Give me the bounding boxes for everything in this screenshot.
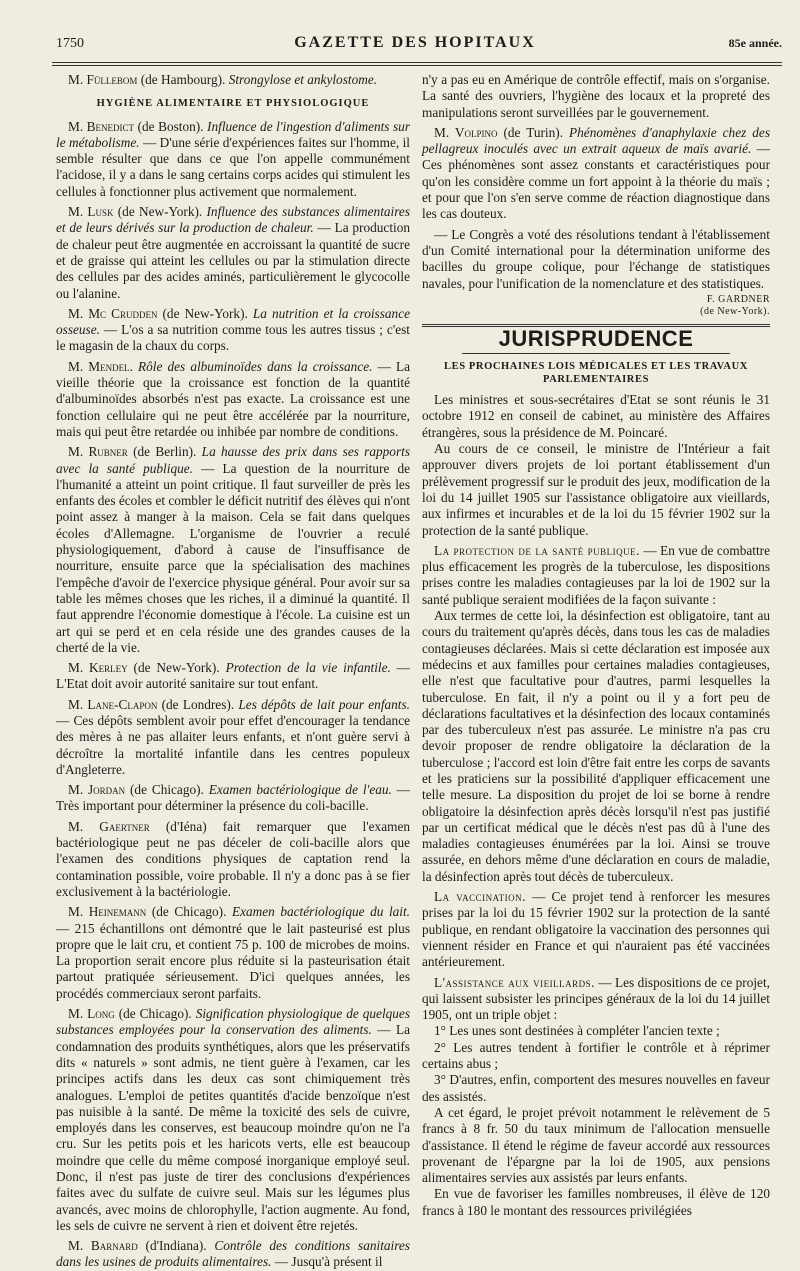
paragraph: Au cours de ce conseil, le ministre de l'Intérieur a fait approuver divers projets de loi portant établissement d'un prélèvement progressif sur le produit des jeux, modification de la loi du 14 juillet 1905 sur l'assistance obligatoire aux vieillards, aux infirmes et incurables et de la loi du 15 février 1902 sur la protection de la santé publique. xyxy=(422,441,770,538)
list-item: 2° Les autres tendent à fortifier le contrôle et à réprimer certains abus ; xyxy=(422,1039,770,1072)
signature xyxy=(422,294,770,318)
paragraph: M. Gaertner (d'Iéna) fait remarquer que l'examen bactériologique peut ne pas déceler de coli-bacille alors que l'examen des conditions physiques de captation rend la contamination possible, voire probable. Il n'y a donc pas à se fier exclusivement à la bactériologie. xyxy=(56,818,410,899)
volume-year: 85e année. xyxy=(728,36,782,50)
paragraph: En vue de favoriser les familles nombreuses, il élève de 120 francs à 180 le montant des ressources privilégiées xyxy=(422,1186,770,1218)
page-header xyxy=(48,28,782,58)
left-column xyxy=(56,72,410,1271)
section-heading: HYGIÈNE ALIMENTAIRE ET PHYSIOLOGIQUE xyxy=(96,98,370,110)
paragraph: Les ministres et sous-secrétaires d'Etat se sont réunis le 31 octobre 1912 en conseil de cabinet, au ministère des Affaires étrangères, sous la présidence de M. Poincaré. xyxy=(422,392,770,440)
paragraph: M. Kerley (de New-York). Protection de la vie infantile. — L'Etat doit avoir autorité sanitaire sur tout enfant. xyxy=(56,660,410,692)
paragraph: M. Mc Crudden (de New-York). La nutrition et la croissance osseuse. — L'os a sa nutrition comme tous les autres tissus ; c'est le magasin de la chaux du corps. xyxy=(56,305,410,354)
header-rule-2 xyxy=(52,65,782,66)
list-item: 1° Les unes sont destinées à compléter l'ancien texte ; xyxy=(434,1023,720,1039)
paragraph: M. Mendel. Rôle des albuminoïdes dans la croissance. — La vieille théorie que la croissance est fonction de la quantité d'albuminoïdes absorbés n'est pas exacte. La croissance est une fonction cellulaire qui ne peut être accélérée par la nourriture, mais qui peut être retardée ou inhibée par nombre de conditions. xyxy=(56,358,410,439)
paragraph: M. Lane-Clapon (de Londres). Les dépôts de lait pour enfants. — Ces dépôts semblent avoir pour effet d'encourager la tendance des mères à ne pas allaiter leurs enfants, et n'ont guère servi à décroître la mortalité infantile dans les centres populeux d'Angleterre. xyxy=(56,696,411,777)
article-title: LES PROCHAINES LOIS MÉDICALES ET LES TRAVAUX PARLEMENTAIRES xyxy=(444,361,748,386)
paragraph: La protection de la santé publique. — En vue de combattre plus efficacement les progrès de la tuberculose, les dispositions prises contre les maladies contagieuses par la loi de 1902 sur la santé publique seraient modifiées de la façon suivante : xyxy=(422,542,770,607)
header-rule xyxy=(52,62,782,63)
journal-title: GAZETTE DES HOPITAUX xyxy=(294,34,536,51)
section-title: JURISPRUDENCE xyxy=(498,325,694,351)
paragraph: M. Volpino (de Turin). Phénomènes d'anaphylaxie chez des pellagreux inoculés avec un extrait aqueux de maïs avarié. — Ces phénomènes sont assez constants et caractéristiques pour qu'on les considère comme un fort appoint à la théorie du maïs ; et pour que l'on s'en serve comme de réaction diagnostique dans les cas douteux. xyxy=(422,124,771,222)
right-column xyxy=(422,72,770,1219)
paragraph: A cet égard, le projet prévoit notamment le relèvement de 5 francs à 8 fr. 50 du taux minimum de l'allocation mensuelle d'assistance. Il étend le régime de faveur accordé aux ressources provenant de l'épargne par la loi de 1905, aux pensions alimentaires servies aux assistés par leurs enfants. xyxy=(422,1104,770,1186)
paragraph: M. Füllebom (de Hambourg). Strongylose et ankylostome. xyxy=(68,72,378,87)
paragraph: n'y a pas eu en Amérique de contrôle effectif, mais on s'organise. La santé des ouvriers, l'hygiène des locaux et la propreté des manipulations seront surveillées par le gouvernement. xyxy=(422,72,770,120)
paragraph: — Le Congrès a voté des résolutions tendant à l'établissement d'un Comité international pour la détermination uniforme des bacilles du groupe colique, pour l'échange de statistiques navales, pour l'unification de la nomenclature et des statistiques. xyxy=(422,226,770,291)
page-number: 1750 xyxy=(56,36,84,51)
paragraph: M. Heinemann (de Chicago). Examen bactériologique du lait. — 215 échantillons ont démontré que le lait pasteurisé est plus propre que le lait cru, et contient 75 p. 100 de microbes de moins. La proportion serait encore plus réduite si la pasteurisation était partout pratiquée sérieusement. D'ici quelques années, les procédés commerciaux seront parfaits. xyxy=(56,904,410,1001)
paragraph: La vaccination. — Ce projet tend à renforcer les mesures prises par la loi du 15 février 1902 sur la protection de la santé publique, en rendant obligatoire la vaccination des personnes qui viennent résider en France et qui n'auraient pas été vaccinées antérieurement. xyxy=(422,889,771,970)
signature-name: F. GARDNER xyxy=(706,293,770,305)
title-rule xyxy=(462,353,730,354)
paragraph: M. Long (de Chicago). Signification physiologique de quelques substances employées pour la conservation des aliments. — La condamnation des produits synthétiques, alors que les préservatifs dits « naturels » sont admis, ne tient guère à l'examen, car les principes actifs dans les deux cas sont chimiquement très analogues. L'emploi de petites quantités d'acide benzoïque n'est pas nuisible à la santé. De même la toxicité des sels de cuivre, employés dans les conserves, est beaucoup moindre qu'on ne l'a cru. Sur les petits pois et les haricots verts, elle est beaucoup moindre que celle du même composé inorganique employé seul. Donc, il n'est pas juste de tirer des conclusions d'expériences faites avec du sulfate de cuivre seul. Mais sur les légumes plus avancés, avec moins de chlorophylle, l'action augmente. Au fond, les sels de cuivre ne servent à rien et doivent être rejetés. xyxy=(56,1006,411,1233)
paragraph: M. Rubner (de Berlin). La hausse des prix dans ses rapports avec la santé publique. — La question de la nourriture de l'humanité a atteint un point critique. Il faut surveiller de près les enfants des écoles et combler le déficit nutritif des élèves qui n'ont point assez à manger à la maison. Cela se fait dans quelques écoles d'Allemagne. L'organisme de l'ouvrier a reculé physiologiquement, d'abord à cause de l'insuffisance de nourriture, ensuite parce que la spécialisation des machines l'empêche d'avoir de l'exercice physique général. Pour avoir sur sa table les mêmes choses que les riches, il a diminué la quantité. Il faut apprendre l'économie domestique à l'école. La cuisine est un art qui se perd et en cela réside une des grandes causes de la cherté de la vie. xyxy=(56,444,411,655)
paragraph: Aux termes de cette loi, la désinfection est obligatoire, tant au cours du traitement qu'après décès, dans tous les cas de maladies contagieuses déclarées. Mais si cette déclaration est imposée aux médecins et aux familles pour certaines maladies contagieuses, elle n'est que facultative pour d'autres, parmi lesquelles la tuberculose. En fait, il n'y a point ou il y a fort peu de déclarations facultatives et la désinfection des locaux contaminés par des tuberculeux n'est pas assurée. Le ministre n'a pas cru devoir proposer de rendre obligatoire la déclaration de la tuberculose ; l'accord est loin d'être fait entre les corps de savants et les praticiens sur la possibilité d'appliquer efficacement une telle mesure. La disposition du projet de loi se borne à rendre obligatoire la désinfection après décès lorsqu'il n'est pas justifié par un certificat médical que le décès n'est pas dû à l'une des maladies contagieuses énumérées par la loi. Ainsi se trouve assurée, en dehors même d'une déclaration en cours de maladie, la désinfection après tout décès de tuberculeux. xyxy=(422,608,770,884)
paragraph: M. Jordan (de Chicago). Examen bactériologique de l'eau. — Très important pour déterminer la présence du coli-bacille. xyxy=(56,782,411,814)
paragraph: M. Barnard (d'Indiana). Contrôle des conditions sanitaires dans les usines de produits alimentaires. — Jusqu'à présent il xyxy=(56,1238,410,1270)
signature-place: (de New-York). xyxy=(700,305,770,317)
paragraph: M. Lusk (de New-York). Influence des substances alimentaires et de leurs dérivés sur la production de chaleur. — La production de chaleur peut être augmentée en accroissant la quantité de sucre et de graisse qui atteint les cellules ou par la stimulation directe des cellules par des acides aminés, particulièrement le glycocolle ou l'alanine. xyxy=(56,204,411,301)
paragraph: M. Benedict (de Boston). Influence de l'ingestion d'aliments sur le métabolisme. — D'une série d'expériences faites sur l'homme, il semble résulter que dans ce que l'on appelle communément l'acidose, il y a dans le sang certains corps acides qui stimulent les cellules à fonctionner plus activement que normalement. xyxy=(56,118,411,199)
list-item: 3° D'autres, enfin, comportent des mesures nouvelles en faveur des assistés. xyxy=(422,1072,770,1104)
paragraph: L'assistance aux vieillards. — Les dispositions de ce projet, qui laissent subsister les principes généraux de la loi du 14 juillet 1905, ont un triple objet : xyxy=(422,974,770,1023)
